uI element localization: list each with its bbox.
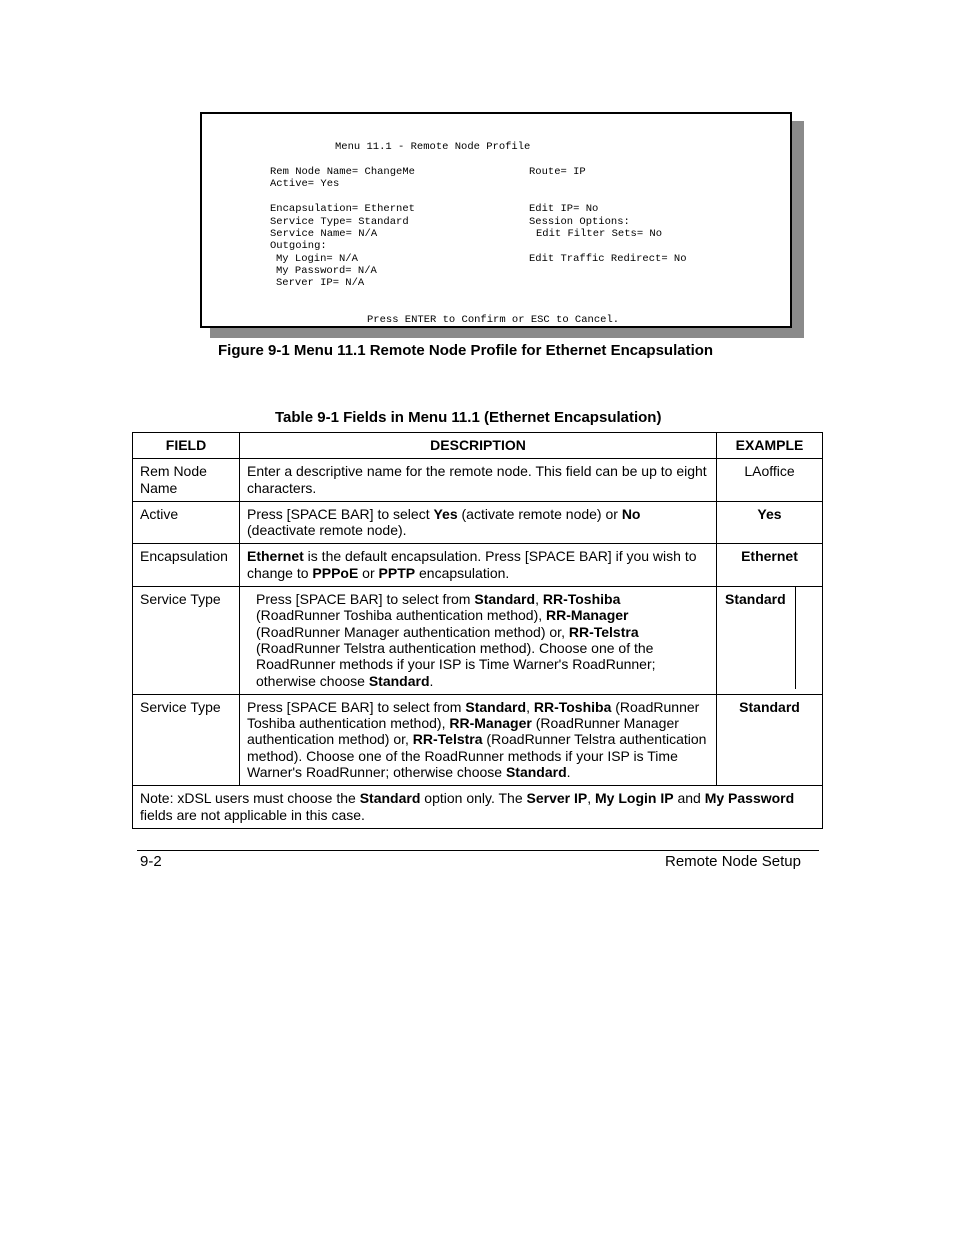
service-type-field: Service Type= Standard [270,216,409,228]
table-row [133,587,823,695]
figure-caption: Figure 9-1 Menu 11.1 Remote Node Profile for Ethernet Encapsulation [218,342,714,359]
edit-filter-sets-field: Edit Filter Sets= No [536,228,663,240]
example-cell: Yes [717,501,823,544]
example-cell: Standard [717,694,823,785]
field-cell: Rem Node Name [133,459,240,502]
my-password-field: My Password= N/A [276,265,377,277]
table-caption: Table 9-1 Fields in Menu 11.1 (Ethernet Encapsulation) [275,409,662,426]
field-cell: Service Type [133,587,240,695]
table-row [133,501,823,544]
outgoing-label: Outgoing: [270,240,327,252]
example-cell: Ethernet [717,544,823,587]
edit-traffic-redirect-field: Edit Traffic Redirect= No [529,253,687,265]
page-number: 9-2 [140,853,162,870]
encapsulation-field: Encapsulation= Ethernet [270,203,415,215]
header-field: FIELD [133,433,240,459]
section-title: Remote Node Setup [665,853,801,870]
edit-ip-field: Edit IP= No [529,203,599,215]
table-header-row [133,433,823,459]
server-ip-field: Server IP= N/A [276,277,365,289]
active-field: Active= Yes [270,178,340,190]
table-row [133,694,823,785]
description-cell: Ethernet is the default encapsulation. Press [SPACE BAR] if you wish to change to PPPoE or PPTP encapsulation. [240,544,717,587]
description-cell: Press [SPACE BAR] to select from Standard, RR-Toshiba (RoadRunner Toshiba authentication method), RR-Manager (RoadRunner Manager authentication method) or, RR-Telstra (RoadRunner Telstra authentication method). Choose one of the RoadRunner methods if your ISP is Time Warner's RoadRunner; otherwise choose Standard. [240,694,717,785]
menu-title: Menu 11.1 - Remote Node Profile [335,141,531,153]
field-cell: Encapsulation [133,544,240,587]
terminal-screen [200,112,792,328]
footer-divider [137,850,819,851]
header-description: DESCRIPTION [240,433,717,459]
rem-node-name-field: Rem Node Name= ChangeMe [270,166,415,178]
field-cell: Service Type [133,694,240,785]
example-cell: LAoffice [717,459,823,502]
my-login-field: My Login= N/A [276,253,358,265]
header-example: EXAMPLE [717,433,823,459]
description-cell: Press [SPACE BAR] to select from Standard, RR-Toshiba (RoadRunner Toshiba authentication method), RR-Manager (RoadRunner Manager authentication method) or, RR-Telstra (RoadRunner Telstra authentication method). Choose one of the RoadRunner methods if your ISP is Time Warner's RoadRunner; otherwise choose Standard. [240,587,717,695]
table-note-row [133,786,823,829]
table-row [133,459,823,502]
fields-table [132,432,823,829]
confirm-prompt: Press ENTER to Confirm or ESC to Cancel. [367,314,620,326]
route-field: Route= IP [529,166,586,178]
note-cell: Note: xDSL users must choose the Standard option only. The Server IP, My Login IP and My Password fields are not applicable in this case. [133,786,823,829]
example-cell: Standard [717,587,823,695]
service-name-field: Service Name= N/A [270,228,378,240]
description-cell: Press [SPACE BAR] to select Yes (activate remote node) or No (deactivate remote node). [240,501,717,544]
description-cell: Enter a descriptive name for the remote node. This field can be up to eight characters. [240,459,717,502]
table-row [133,544,823,587]
field-cell: Active [133,501,240,544]
session-options-label: Session Options: [529,216,630,228]
